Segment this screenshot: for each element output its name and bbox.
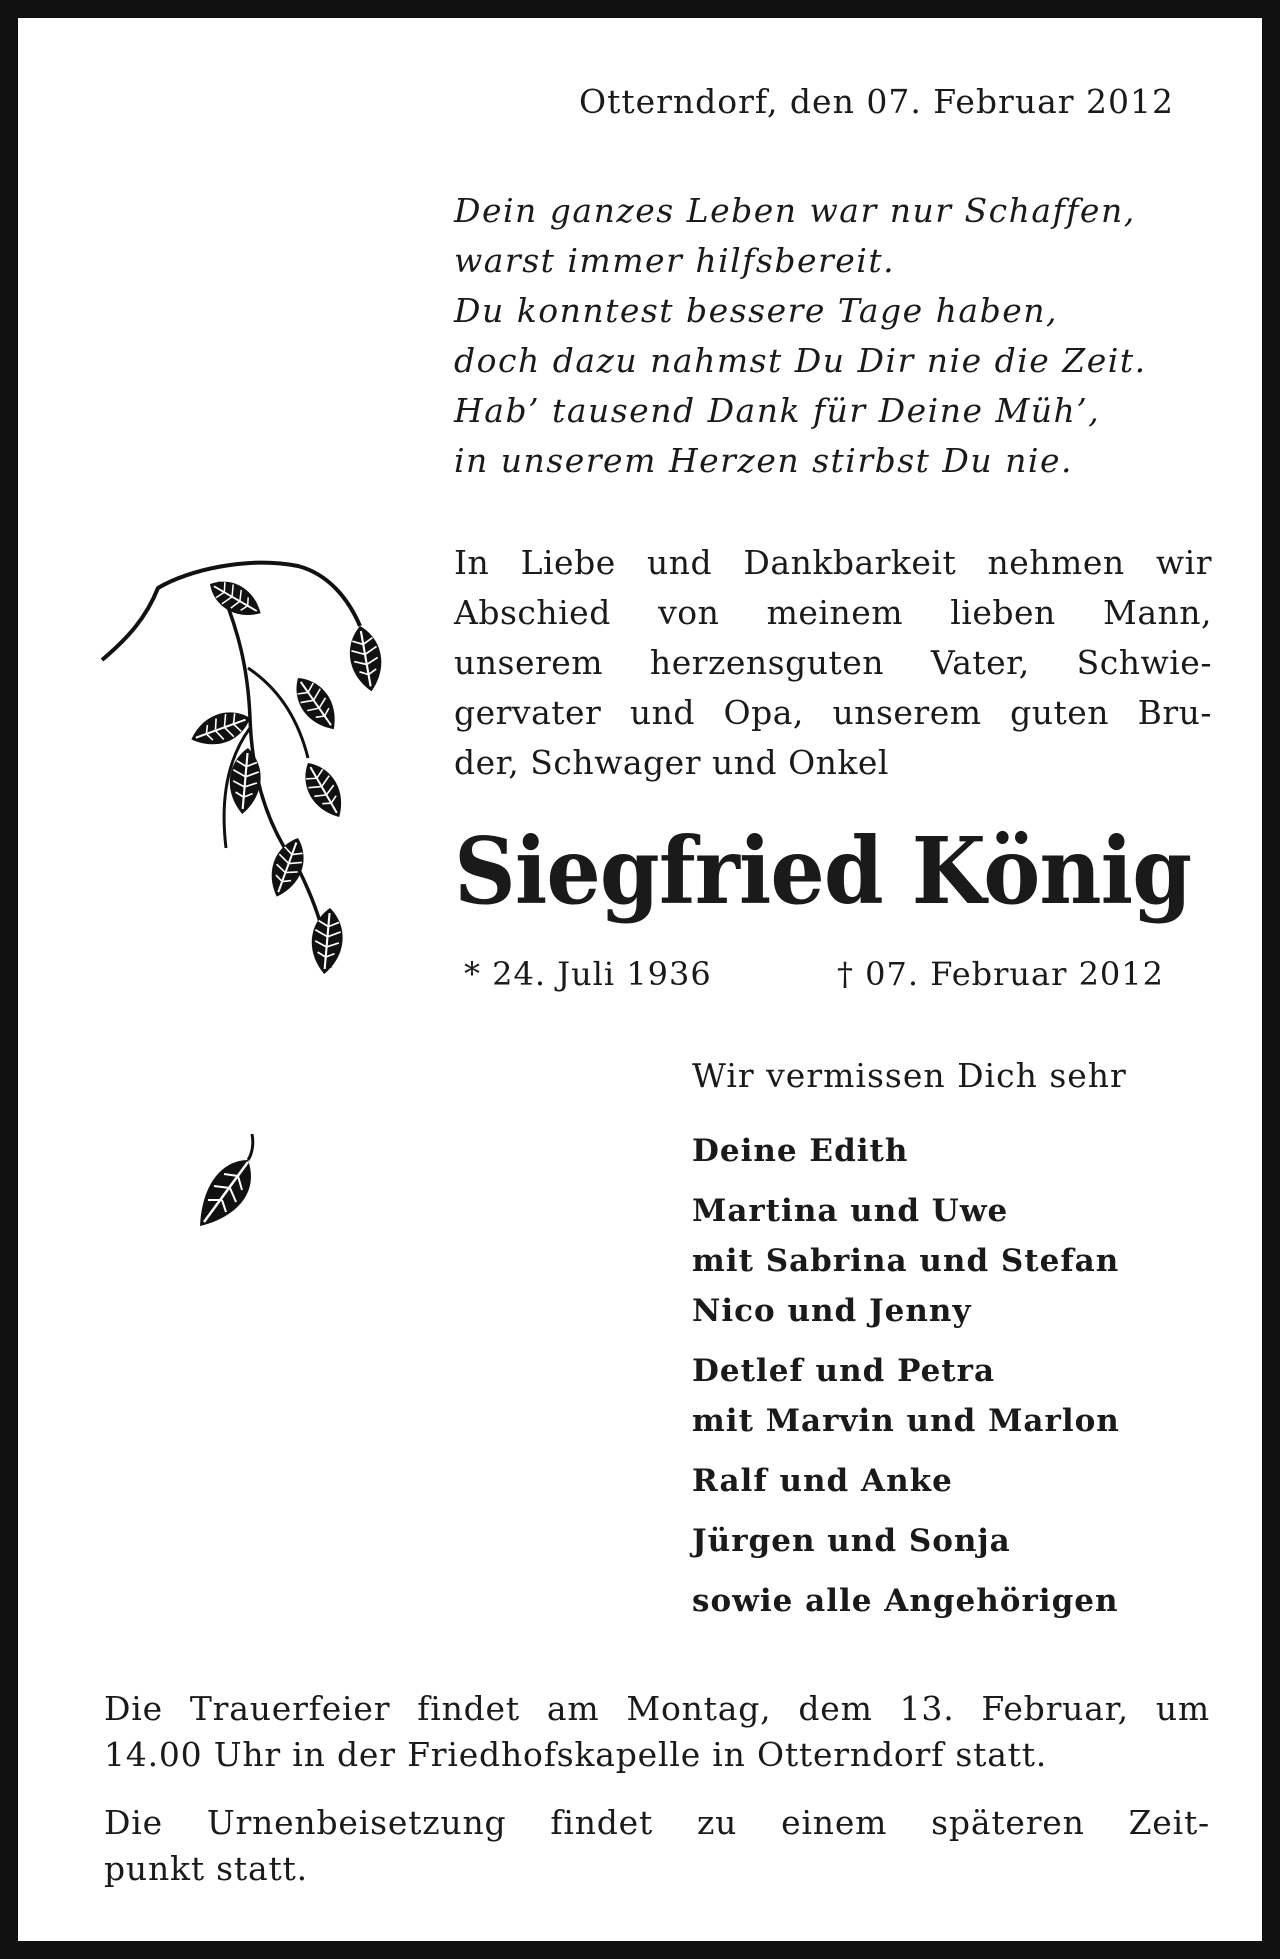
family-group [692, 1576, 1120, 1626]
poem-line: warst immer hilfsbereit. [454, 241, 896, 280]
burial-line: punkt statt. [104, 1849, 308, 1888]
ceremony-paragraph [104, 1686, 1210, 1778]
poem-line: Dein ganzes Leben war nur Schaffen, [454, 191, 1136, 230]
deceased-name: Siegfried König [454, 817, 1192, 925]
family-member: mit Marvin und Marlon [692, 1403, 1120, 1439]
intro-line: der, Schwager und Onkel [454, 743, 889, 782]
family-group [692, 1186, 1120, 1336]
burial-paragraph [104, 1800, 1210, 1892]
ceremony-line: 14.00 Uhr in der Friedhofskapelle in Otterndorf statt. [104, 1735, 1048, 1774]
family-member: sowie alle Angehörigen [692, 1583, 1119, 1619]
intro-line: gervater und Opa, unserem guten Bru- [454, 693, 1212, 732]
falling-leaf-illustration [194, 1130, 274, 1240]
burial-line: Die Urnenbeisetzung findet zu einem späteren Zeit- [104, 1803, 1210, 1842]
family-group [692, 1126, 1120, 1176]
family-group [692, 1516, 1120, 1566]
birch-branch-illustration [98, 548, 408, 1008]
poem-line: Hab’ tausend Dank für Deine Müh’, [454, 391, 1101, 430]
intro-line: Abschied von meinem lieben Mann, [454, 593, 1212, 632]
poem-line: doch dazu nahmst Du Dir nie die Zeit. [454, 341, 1147, 380]
family-member: Martina und Uwe [692, 1193, 1009, 1229]
intro-text [454, 538, 1212, 788]
family-group [692, 1346, 1120, 1446]
ceremony-line: Die Trauerfeier findet am Montag, dem 13. Februar, um [104, 1689, 1210, 1728]
family-member: Ralf und Anke [692, 1463, 953, 1499]
intro-line: In Liebe und Dankbarkeit nehmen wir [454, 543, 1212, 582]
family-list [692, 1126, 1120, 1636]
family-member: Deine Edith [692, 1133, 909, 1169]
family-group [692, 1456, 1120, 1506]
family-member: mit Sabrina und Stefan [692, 1243, 1120, 1279]
intro-line: unserem herzensguten Vater, Schwie- [454, 643, 1212, 682]
family-member: Detlef und Petra [692, 1353, 996, 1389]
poem [454, 186, 1214, 486]
death-date: † 07. Februar 2012 [837, 955, 1164, 993]
dateline: Otterndorf, den 07. Februar 2012 [579, 82, 1174, 121]
family-member: Jürgen und Sonja [692, 1523, 1011, 1559]
poem-line: Du konntest bessere Tage haben, [454, 291, 1058, 330]
closing-line: Wir vermissen Dich sehr [692, 1056, 1127, 1095]
family-member: Nico und Jenny [692, 1293, 972, 1329]
birth-date: * 24. Juli 1936 [464, 955, 712, 993]
poem-line: in unserem Herzen stirbst Du nie. [454, 441, 1073, 480]
service-notice [104, 1686, 1210, 1892]
